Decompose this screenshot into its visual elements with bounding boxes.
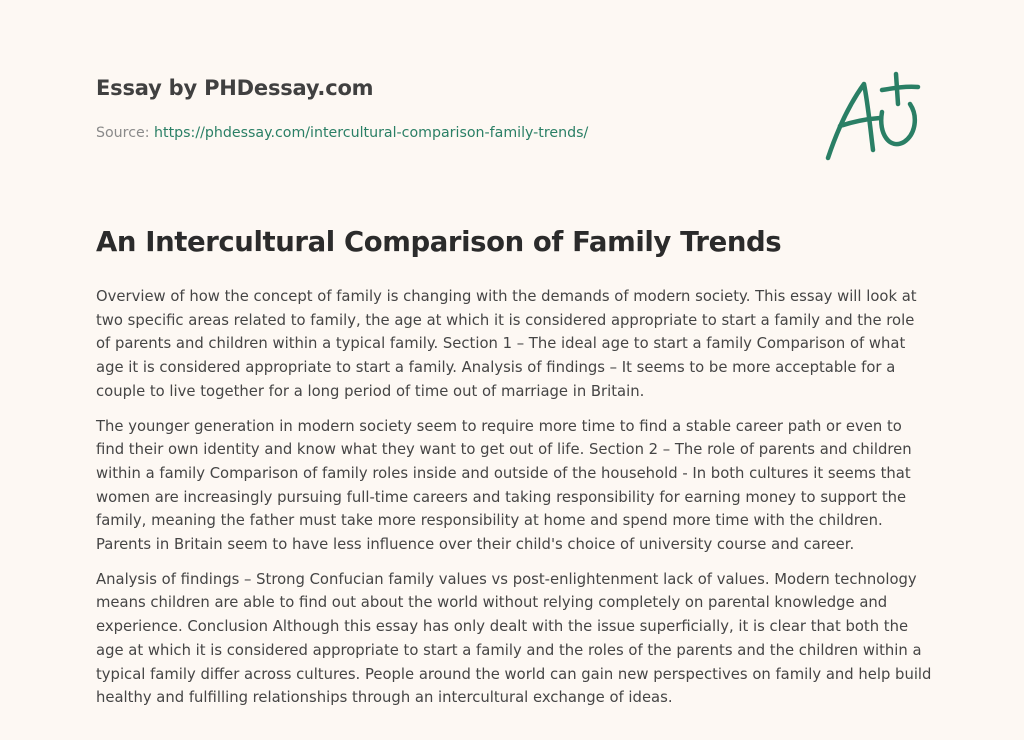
page-title: An Intercultural Comparison of Family Trends bbox=[96, 226, 782, 258]
source-label: Source: bbox=[96, 125, 150, 141]
site-title: Essay by PHDessay.com bbox=[96, 76, 374, 100]
source-line bbox=[96, 125, 588, 141]
a-plus-logo-icon bbox=[818, 64, 930, 164]
article-body bbox=[96, 285, 932, 721]
paragraph: Analysis of findings – Strong Confucian family values vs post-enlightenment lack of values. Modern technology means children are able to find out about the world without relying completely on parental knowledge and experience. Conclusion Although this essay has only dealt with the issue superficially, it is clear that both the age at which it is considered appropriate to start a family and the roles of the parents and the children within a typical family differ across cultures. People around the world can gain new perspectives on family and help build healthy and fulfilling relationships through an intercultural exchange of ideas. bbox=[96, 570, 932, 707]
source-link[interactable]: https://phdessay.com/intercultural-comparison-family-trends/ bbox=[154, 125, 589, 141]
paragraph: The younger generation in modern society seem to require more time to find a stable career path or even to find their own identity and know what they want to get out of life. Section 2 – The role of parents and children within a family Comparison of family roles inside and outside of the household - In both cultures it seems that women are increasingly pursuing full-time careers and taking responsibility for earning money to support the family, meaning the father must take more responsibility at home and spend more time with the children. Parents in Britain seem to have less influence over their child's choice of university course and career. bbox=[96, 417, 912, 554]
paragraph: Overview of how the concept of family is changing with the demands of modern society. This essay will look at two specific areas related to family, the age at which it is considered appropriate to start a family and the role of parents and children within a typical family. Section 1 – The ideal age to start a family Comparison of what age it is considered appropriate to start a family. Analysis of findings – It seems to be more acceptable for a couple to live together for a long period of time out of marriage in Britain. bbox=[96, 288, 917, 400]
